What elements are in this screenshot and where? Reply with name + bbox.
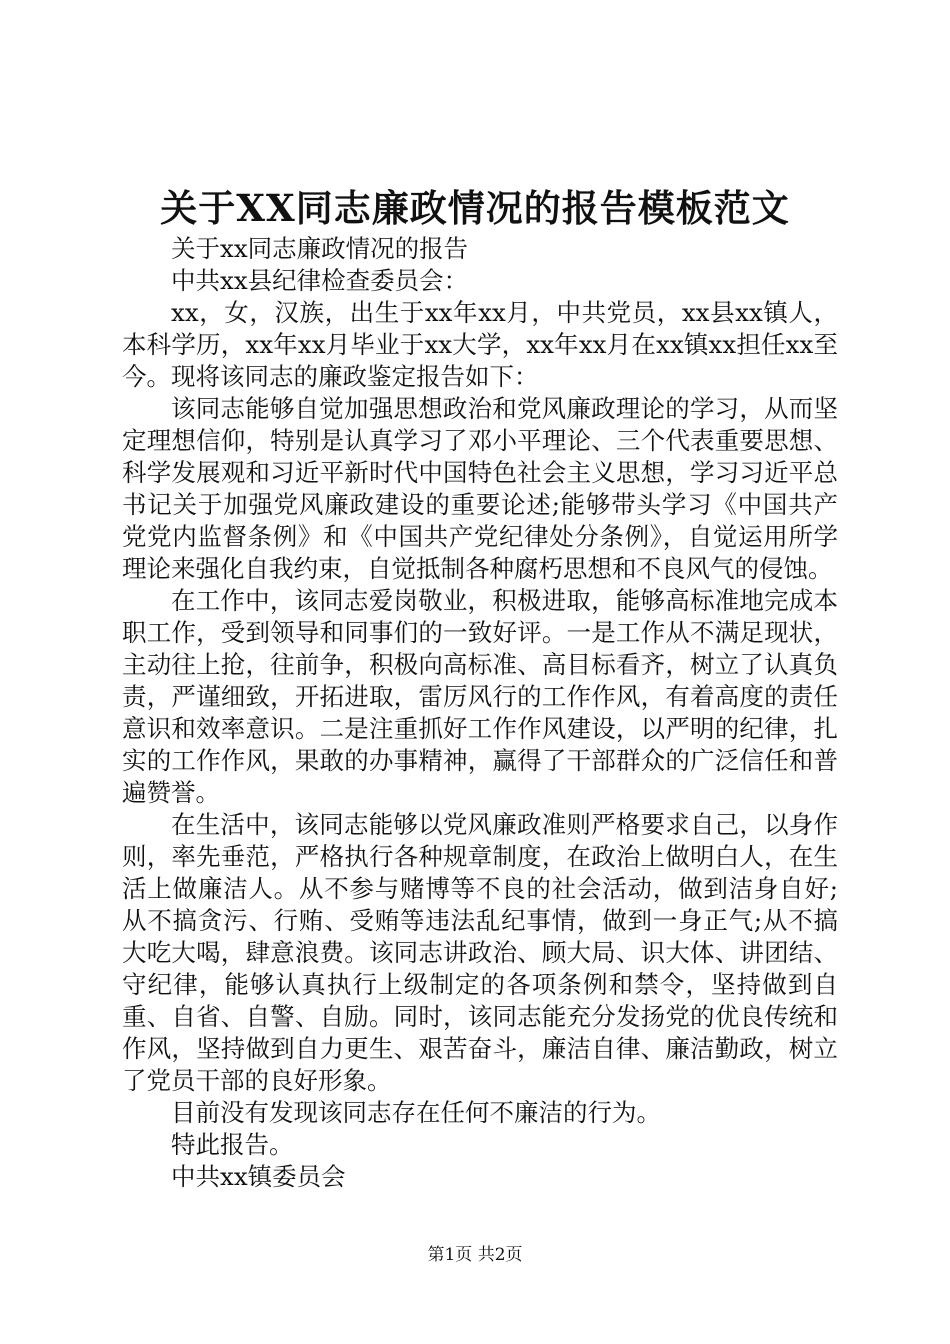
paragraph-personal-info: xx，女，汉族，出生于xx年xx月，中共党员，xx县xx镇人，本科学历，xx年xx月毕业于xx大学，xx年xx月在xx镇xx担任xx至今。现将该同志的廉政鉴定报告如下：: [122, 298, 838, 391]
paragraph-conclusion: 目前没有发现该同志存在任何不廉洁的行为。: [171, 1098, 661, 1127]
signature-line: 中共xx镇委员会: [171, 1162, 346, 1191]
report-heading: 关于xx同志廉政情况的报告: [171, 234, 469, 263]
document-body: [122, 233, 838, 1193]
paragraph-study: 该同志能够自觉加强思想政治和党风廉政理论的学习，从而坚定理想信仰，特别是认真学习了邓小平理论、三个代表重要思想、科学发展观和习近平新时代中国特色社会主义思想，学习习近平总书记关于加强党风廉政建设的重要论述;能够带头学习《中国共产党党内监督条例》和《中国共产党纪律处分条例》，自觉运用所学理论来强化自我约束，自觉抵制各种腐朽思想和不良风气的侵蚀。: [122, 394, 838, 583]
recipient-line: 中共xx县纪律检查委员会：: [171, 266, 469, 295]
paragraph-life: 在生活中，该同志能够以党风廉政准则严格要求自己，以身作则，率先垂范，严格执行各种规章制度，在政治上做明白人，在生活上做廉洁人。从不参与赌博等不良的社会活动，做到洁身自好;从不搞贪污、行贿、受贿等违法乱纪事情，做到一身正气;从不搞大吃大喝，肆意浪费。该同志讲政治、顾大局、识大体、讲团结、守纪律，能够认真执行上级制定的各项条例和禁令，坚持做到自重、自省、自警、自励。同时，该同志能充分发扬党的优良传统和作风，坚持做到自力更生、艰苦奋斗，廉洁自律、廉洁勤政，树立了党员干部的良好形象。: [122, 810, 838, 1095]
document-title: 关于XX同志廉政情况的报告模板范文: [160, 186, 790, 230]
paragraph-work: 在工作中，该同志爱岗敬业，积极进取，能够高标准地完成本职工作，受到领导和同事们的一致好评。一是工作从不满足现状，主动往上抢，往前争，积极向高标准、高目标看齐，树立了认真负责，严谨细致，开拓进取，雷厉风行的工作作风，有着高度的责任意识和效率意识。二是注重抓好工作作风建设，以严明的纪律，扎实的工作作风，果敢的办事精神，赢得了干部群众的广泛信任和普遍赞誉。: [122, 586, 838, 807]
closing-line: 特此报告。: [171, 1130, 294, 1159]
page-number-footer: 第1页 共2页: [427, 1245, 523, 1265]
